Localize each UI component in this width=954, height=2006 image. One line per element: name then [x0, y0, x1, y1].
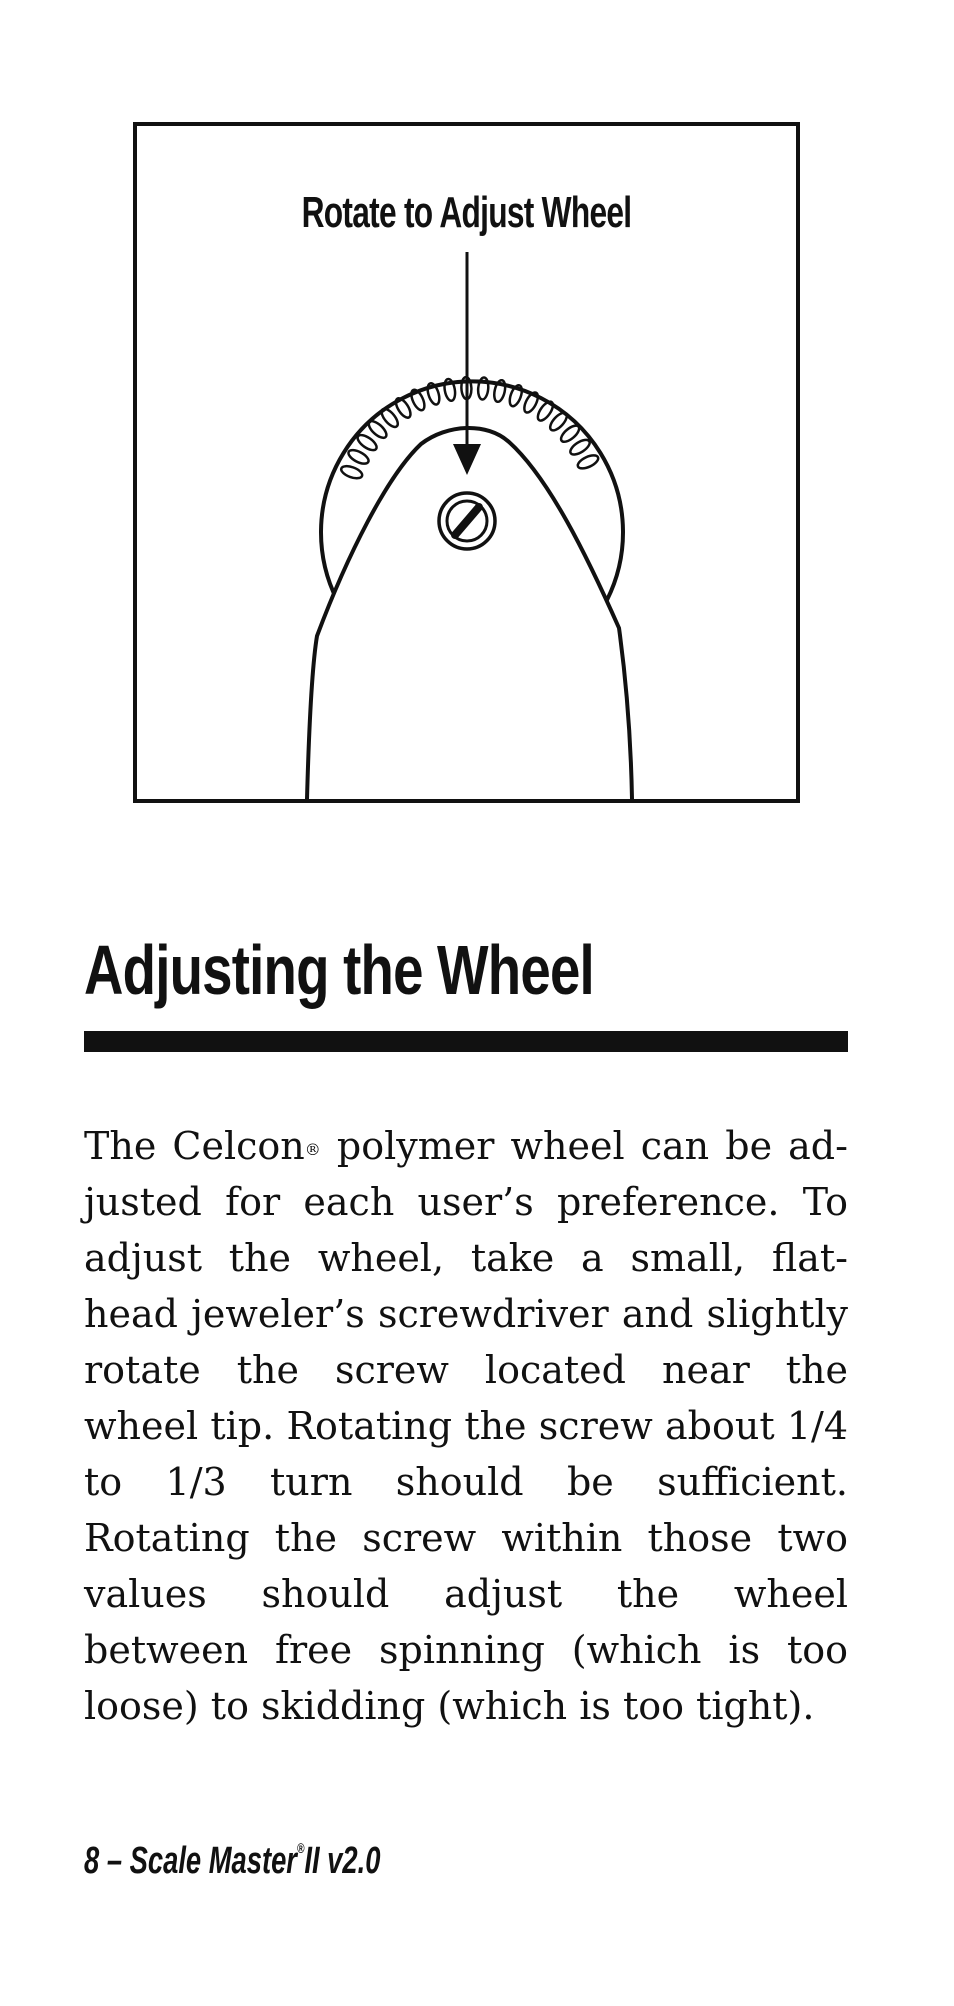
figure-frame: [133, 122, 800, 803]
wheel-ridge: [409, 388, 427, 412]
figure-caption: Rotate to Adjust Wheel: [301, 188, 632, 237]
wheel-ridge: [340, 464, 364, 481]
footer-registered-mark: ®: [296, 1840, 305, 1856]
footer-page-suffix: II v2.0: [304, 1840, 381, 1882]
page-footer: [84, 1840, 380, 1883]
body-part-2: polymer wheel can be adjusted for each user’s preference. To adjust the wheel, take a small, flat-head jeweler’s screwdriver and slightly rotate the screw located near the wheel tip. Rotating the screw about 1/4 to 1/3 turn should be sufficient. Rotating the screw within those two values should adjust the wheel between free spinning (which is too loose) to skidding (which is too tight).: [84, 1124, 848, 1728]
wheel-ridge: [576, 453, 600, 471]
tool-tip-icon: [307, 428, 632, 799]
screw-icon: [439, 493, 495, 549]
heading-rule: [84, 1031, 848, 1052]
footer-page-prefix: 8 – Scale Master: [84, 1840, 297, 1882]
wheel-ridge: [346, 447, 370, 466]
registered-mark: ®: [304, 1140, 321, 1159]
body-part-1: The Celcon: [84, 1124, 305, 1168]
section-heading: Adjusting the Wheel: [84, 931, 594, 1009]
wheel-ridge: [522, 390, 541, 414]
body-paragraph: [84, 1118, 848, 1734]
